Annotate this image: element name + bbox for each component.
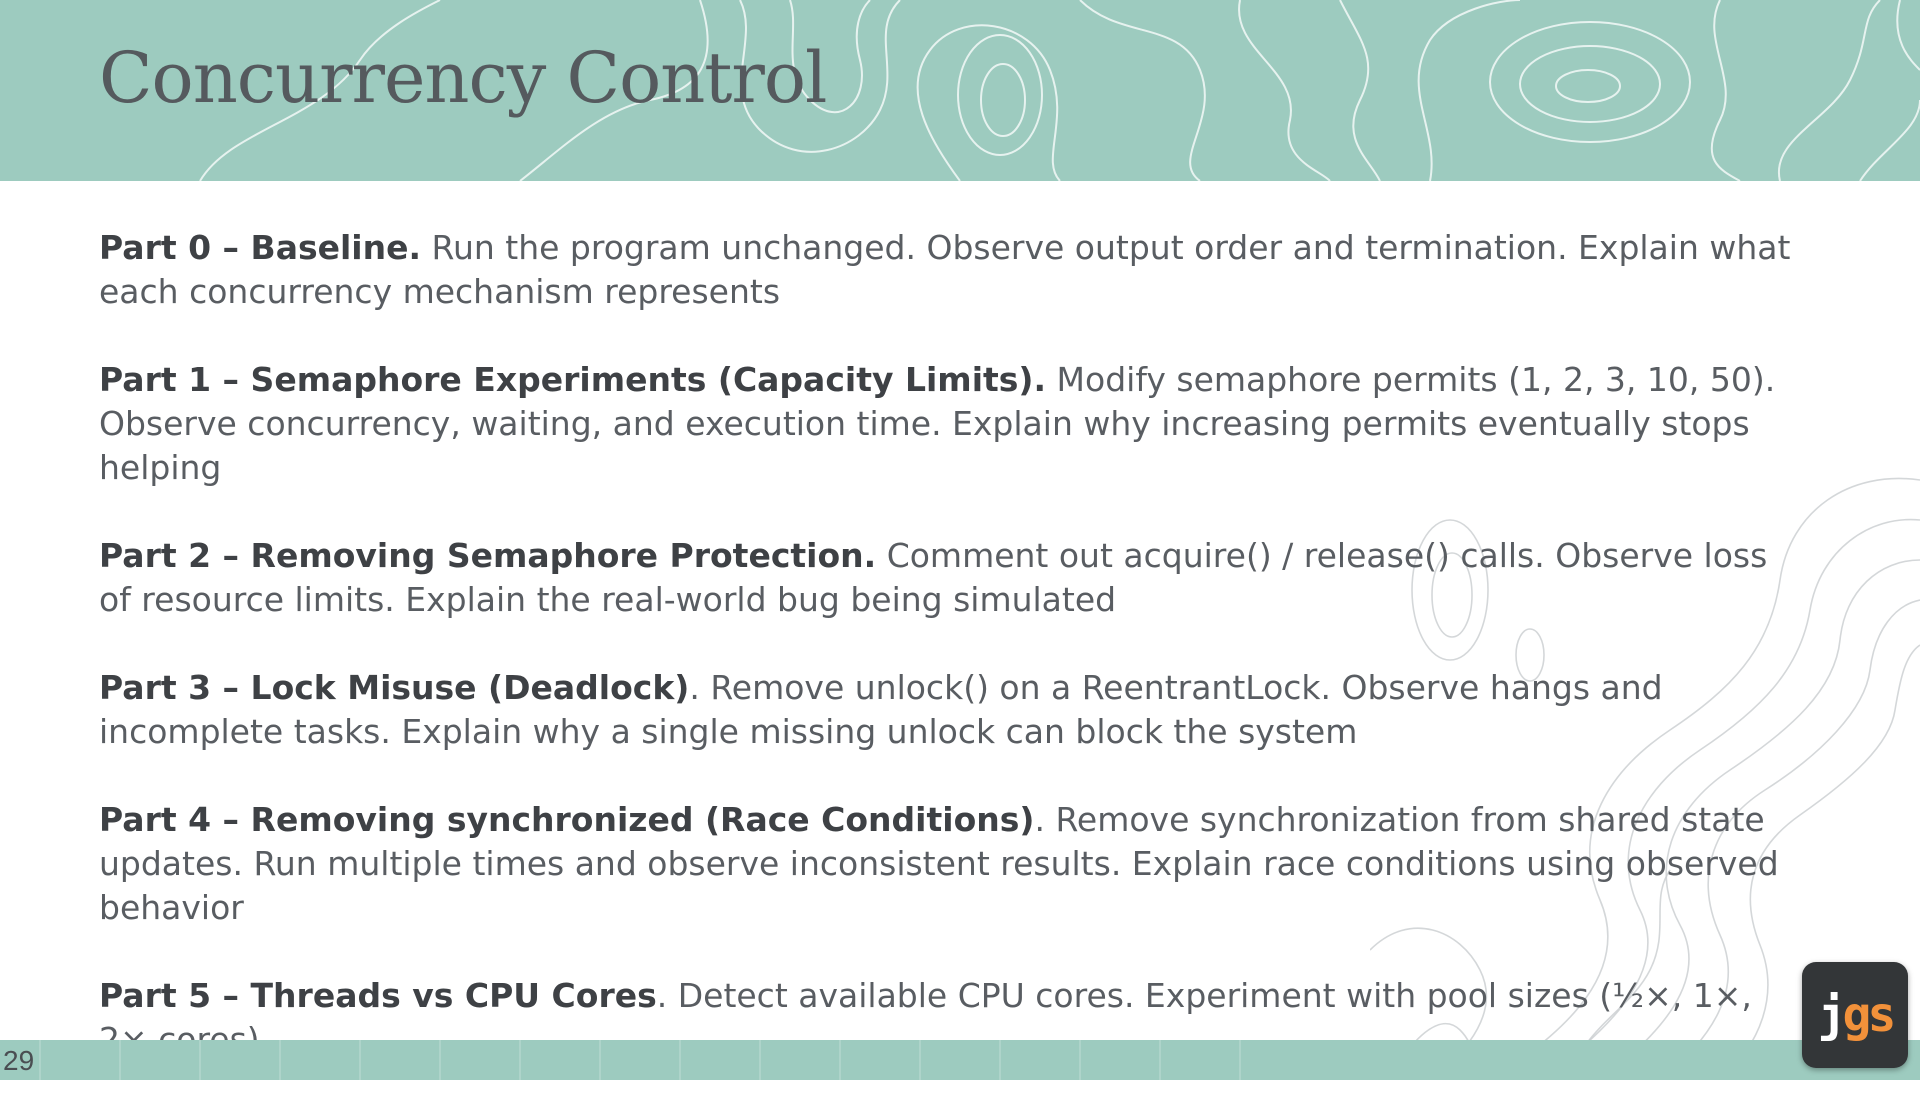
part-0-heading: Part 0 – Baseline. bbox=[99, 228, 422, 267]
part-3-heading: Part 3 – Lock Misuse (Deadlock) bbox=[99, 668, 690, 707]
part-0-description: Run the program unchanged. Observe output order and termination. Explain what each concurrency mechanism represents bbox=[99, 228, 1791, 311]
slide-title: Concurrency Control bbox=[99, 37, 827, 119]
part-4-heading: Part 4 – Removing synchronized (Race Conditions) bbox=[99, 800, 1035, 839]
part-1-description: Modify semaphore permits (1, 2, 3, 10, 50). Observe concurrency, waiting, and execution time. Explain why increasing permits eventually stops helping bbox=[99, 360, 1776, 487]
part-3 bbox=[99, 666, 1799, 754]
part-4-description: . Remove synchronization from shared state updates. Run multiple times and observe inconsistent results. Explain race conditions using observed behavior bbox=[99, 800, 1779, 927]
logo-letters-gs: gs bbox=[1842, 987, 1893, 1043]
part-1 bbox=[99, 358, 1799, 490]
part-4 bbox=[99, 798, 1799, 930]
part-2 bbox=[99, 534, 1799, 622]
part-2-heading: Part 2 – Removing Semaphore Protection. bbox=[99, 536, 877, 575]
part-5-description: . Detect available CPU cores. Experiment with pool sizes (½×, 1×, bbox=[656, 976, 1752, 1015]
footer-stripe-pattern bbox=[0, 1040, 1920, 1080]
header-band bbox=[0, 0, 1920, 181]
logo-letter-j: j bbox=[1817, 987, 1843, 1043]
part-3-description: . Remove unlock() on a ReentrantLock. Observe hangs and incomplete tasks. Explain why a single missing unlock can block the system bbox=[99, 668, 1663, 751]
page-number: 29 bbox=[3, 1045, 35, 1076]
part-1-heading: Part 1 – Semaphore Experiments (Capacity Limits). bbox=[99, 360, 1047, 399]
parts-list bbox=[99, 226, 1799, 1106]
part-5-heading: Part 5 – Threads vs CPU Cores bbox=[99, 976, 657, 1015]
jgs-logo bbox=[1802, 962, 1908, 1068]
part-2-description: Comment out acquire() / release() calls. Observe loss of resource limits. Explain the real-world bug being simulated bbox=[99, 536, 1768, 619]
footer-band bbox=[0, 1040, 1920, 1080]
part-0 bbox=[99, 226, 1799, 314]
